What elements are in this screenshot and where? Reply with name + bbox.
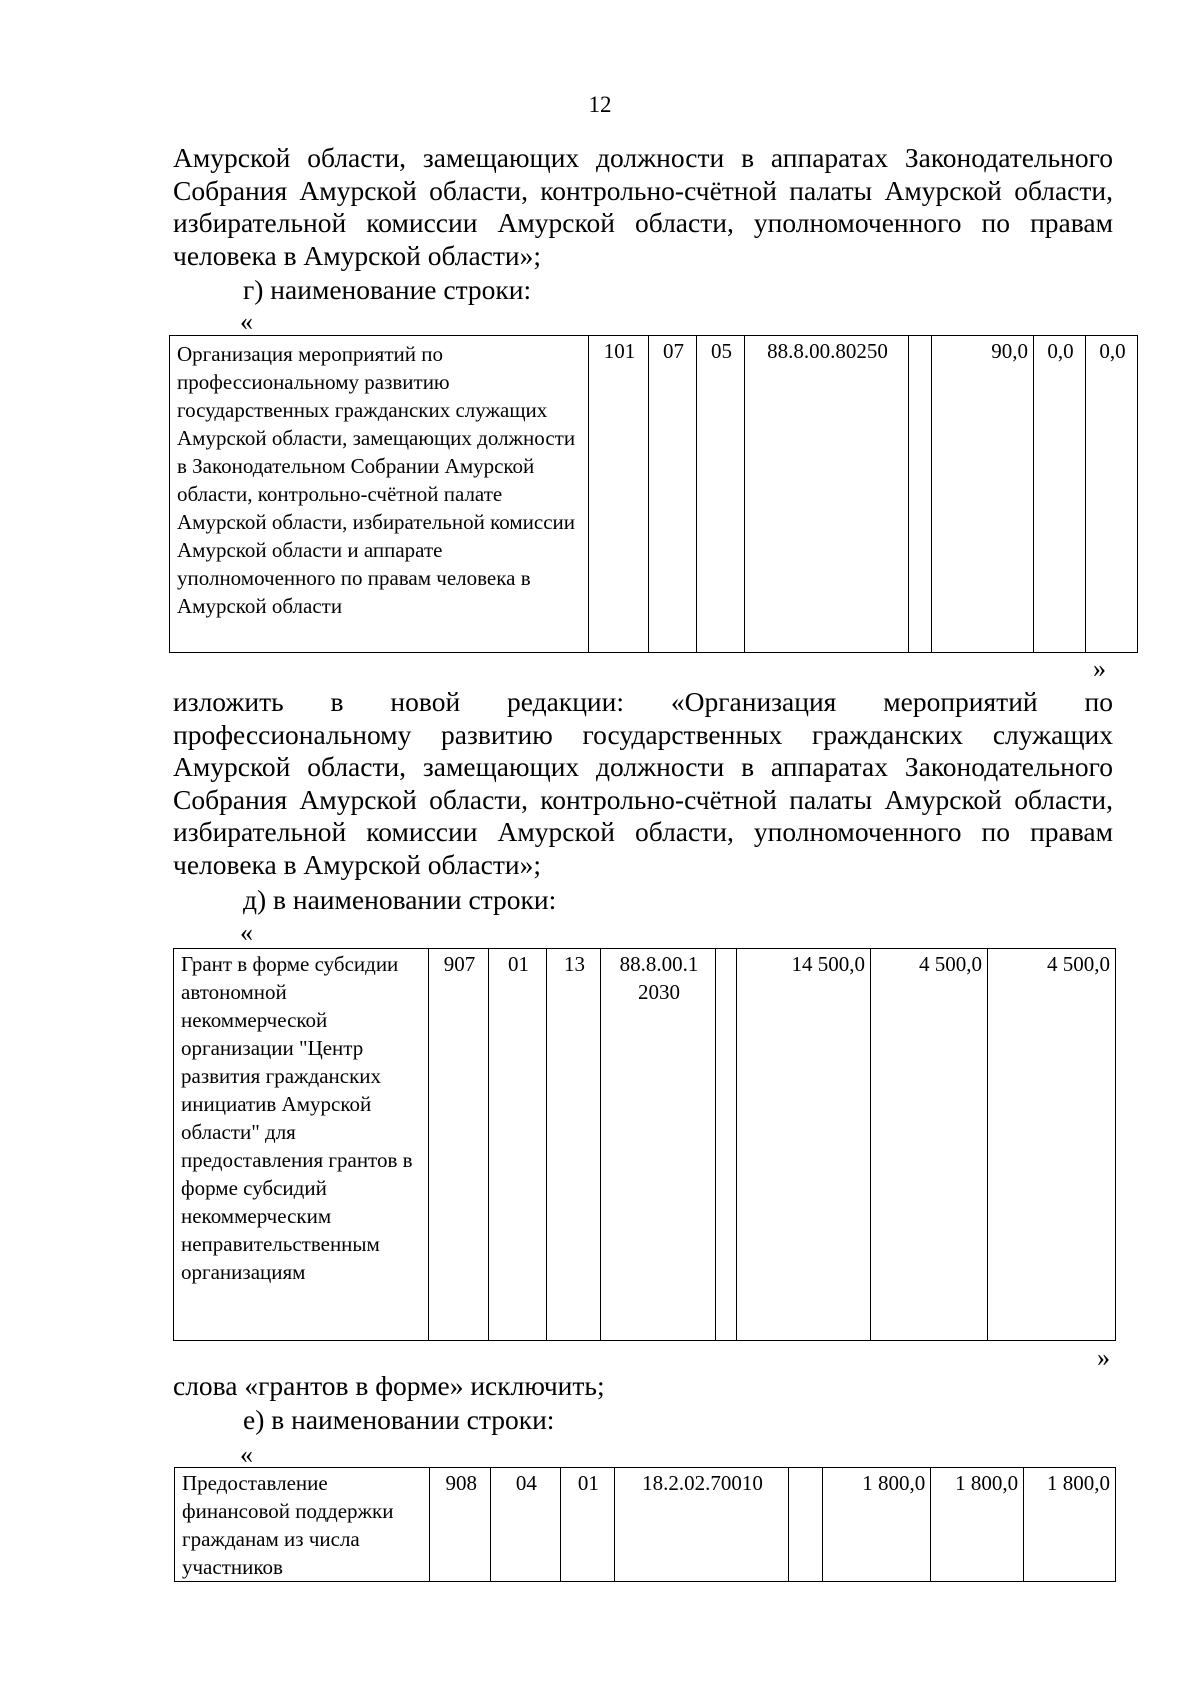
table-row — [174, 949, 1116, 1341]
table-row — [175, 1468, 1116, 1582]
budget-table-e — [174, 1467, 1116, 1582]
close-quote-d: » — [1097, 1343, 1110, 1372]
subsection-cell: 01 — [560, 1468, 615, 1582]
item-g-new-text: изложить в новой редакции: «Организация мероприятий по профессиональному развитию государственных гражданских служащих Амурской области, замещающих должности в аппаратах Законодательного Собрания Амурской области, контрольно-счётной палаты Амурской области, избирательной комиссии Амурской области, уполномоченного по правам человека в Амурской области»; — [173, 686, 1113, 880]
type-cell — [716, 949, 737, 1341]
target-cell: 18.2.02.70010 — [615, 1468, 789, 1582]
section-cell: 04 — [491, 1468, 561, 1582]
target-cell: 88.8.00.1 2030 — [601, 949, 716, 1341]
table-row — [170, 336, 1138, 653]
value-cell-2: 1 800,0 — [931, 1468, 1024, 1582]
target-cell: 88.8.00.80250 — [745, 336, 909, 653]
page-number: 12 — [588, 92, 612, 117]
code-cell: 101 — [589, 336, 649, 653]
value-cell-1: 14 500,0 — [737, 949, 871, 1341]
row-name-cell: Организация мероприятий по профессиональному развитию государственных гражданских служащих Амурской области, замещающих должности в Законодательном Собрании Амурской области, контрольно-счётной палате Амурской области, избирательной комиссии Амурской области и аппарате уполномоченного по правам человека в Амурской области — [170, 336, 589, 653]
open-quote-d: « — [240, 918, 253, 947]
budget-table-g — [169, 335, 1138, 653]
value-cell-2: 4 500,0 — [871, 949, 988, 1341]
budget-table-d — [173, 948, 1116, 1341]
value-cell-3: 4 500,0 — [988, 949, 1116, 1341]
item-d-text: слова «грантов в форме» исключить; — [173, 1370, 605, 1401]
value-cell-3: 1 800,0 — [1024, 1468, 1116, 1582]
intro-paragraph: Амурской области, замещающих должности в аппаратах Законодательного Собрания Амурской области, контрольно-счётной палаты Амурской области, избирательной комиссии Амурской области, уполномоченного по правам человека в Амурской области»; — [173, 142, 1113, 271]
type-cell — [909, 336, 932, 653]
code-cell: 908 — [430, 1468, 491, 1582]
code-cell: 907 — [429, 949, 489, 1341]
value-cell-2: 0,0 — [1034, 336, 1086, 653]
section-cell: 01 — [489, 949, 547, 1341]
section-cell: 07 — [649, 336, 697, 653]
value-cell-1: 90,0 — [932, 336, 1034, 653]
subsection-cell: 05 — [697, 336, 745, 653]
value-cell-1: 1 800,0 — [823, 1468, 931, 1582]
item-g-heading: г) наименование строки: — [243, 274, 532, 305]
open-quote-g: « — [240, 307, 253, 336]
row-name-cell: Грант в форме субсидии автономной некоммерческой организации "Центр развития гражданских инициатив Амурской области" для предоставления грантов в форме субсидий некоммерческим неправительственным организациям — [174, 949, 429, 1341]
item-d-heading: д) в наименовании строки: — [243, 884, 557, 915]
subsection-cell: 13 — [547, 949, 601, 1341]
value-cell-3: 0,0 — [1086, 336, 1138, 653]
type-cell — [788, 1468, 822, 1582]
row-name-cell: Предоставление финансовой поддержки гражданам из числа участников — [175, 1468, 430, 1582]
close-quote-g: » — [1093, 654, 1106, 683]
item-e-heading: е) в наименовании строки: — [243, 1404, 555, 1435]
open-quote-e: « — [240, 1440, 253, 1469]
